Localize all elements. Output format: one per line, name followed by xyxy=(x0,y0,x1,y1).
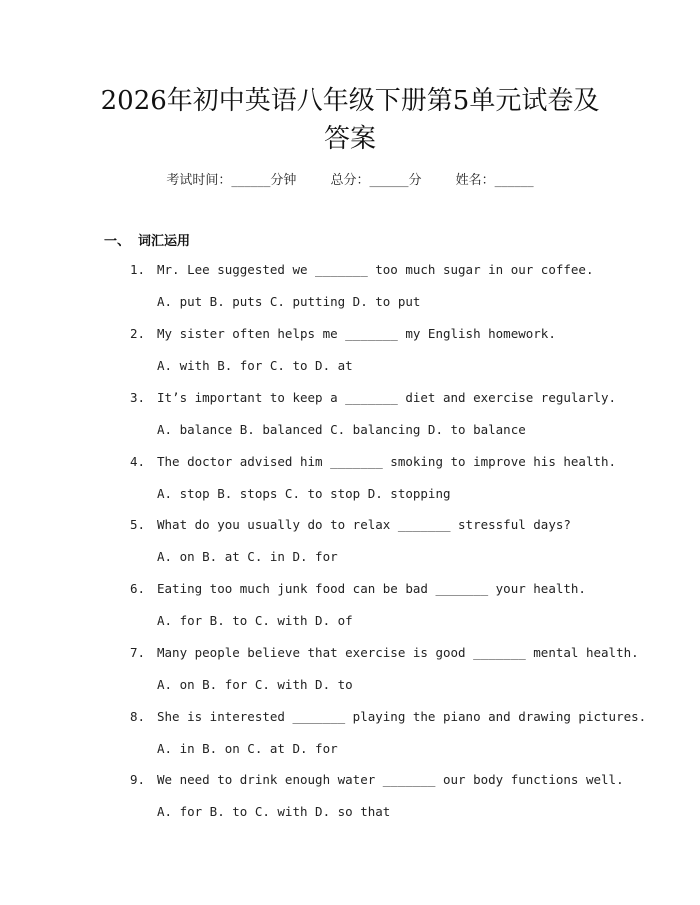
exam-time: 考试时间：______分钟 xyxy=(166,173,297,188)
question-text: My sister often helps me _______ my English homework. xyxy=(157,326,556,341)
question-text: The doctor advised him _______ smoking to improve his health. xyxy=(157,454,617,469)
question-8 xyxy=(130,709,646,724)
question-number: 8. xyxy=(130,709,146,724)
question-4 xyxy=(130,454,616,469)
question-number: 7. xyxy=(130,645,146,660)
question-text: We need to drink enough water _______ our body functions well. xyxy=(157,772,624,787)
question-1 xyxy=(130,262,594,277)
exam-info xyxy=(0,169,700,188)
question-4-options: A. stop B. stops C. to stop D. stopping xyxy=(157,486,451,501)
section-number: 一、 xyxy=(104,234,131,249)
section-title: 词汇运用 xyxy=(138,234,191,249)
question-2-options: A. with B. for C. to D. at xyxy=(157,358,353,373)
section-heading xyxy=(104,230,190,249)
question-number: 4. xyxy=(130,454,146,469)
question-9 xyxy=(130,772,624,787)
question-6 xyxy=(130,581,586,596)
question-text: Eating too much junk food can be bad _______ your health. xyxy=(157,581,586,596)
question-6-options: A. for B. to C. with D. of xyxy=(157,613,353,628)
question-number: 6. xyxy=(130,581,146,596)
question-2 xyxy=(130,326,556,341)
title-line-1: 2026年初中英语八年级下册第5单元试卷及 xyxy=(100,86,600,116)
exam-score: 总分：______分 xyxy=(330,173,422,188)
question-1-options: A. put B. puts C. putting D. to put xyxy=(157,294,421,309)
question-7-options: A. on B. for C. with D. to xyxy=(157,677,353,692)
question-text: Mr. Lee suggested we _______ too much sugar in our coffee. xyxy=(157,262,594,277)
question-text: She is interested _______ playing the piano and drawing pictures. xyxy=(157,709,647,724)
question-3-options: A. balance B. balanced C. balancing D. to balance xyxy=(157,422,526,437)
title-line-2: 答案 xyxy=(323,124,376,154)
question-3 xyxy=(130,390,616,405)
question-7 xyxy=(130,645,639,660)
question-text: Many people believe that exercise is good _______ mental health. xyxy=(157,645,639,660)
question-number: 2. xyxy=(130,326,146,341)
question-5-options: A. on B. at C. in D. for xyxy=(157,549,338,564)
question-number: 9. xyxy=(130,772,146,787)
question-text: What do you usually do to relax _______ stressful days? xyxy=(157,517,571,532)
page-title xyxy=(60,82,640,158)
question-number: 3. xyxy=(130,390,146,405)
question-number: 5. xyxy=(130,517,146,532)
exam-name: 姓名：______ xyxy=(455,173,534,188)
question-8-options: A. in B. on C. at D. for xyxy=(157,741,338,756)
question-5 xyxy=(130,517,571,532)
question-text: It’s important to keep a _______ diet and exercise regularly. xyxy=(157,390,617,405)
question-9-options: A. for B. to C. with D. so that xyxy=(157,804,391,819)
question-number: 1. xyxy=(130,262,146,277)
